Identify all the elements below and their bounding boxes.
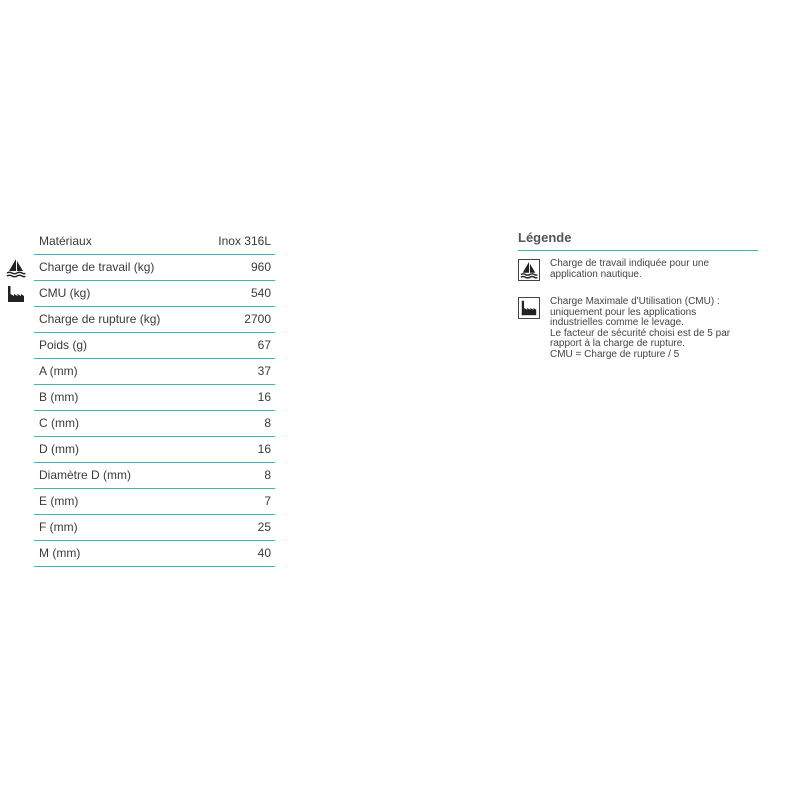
row-value: 8 bbox=[264, 468, 271, 482]
row-label: B (mm) bbox=[39, 390, 79, 404]
row-label: Charge de travail (kg) bbox=[39, 260, 155, 274]
legend-item bbox=[518, 297, 758, 360]
row-label: E (mm) bbox=[39, 494, 79, 508]
table-row bbox=[34, 255, 275, 281]
table-row bbox=[34, 281, 275, 307]
table-row bbox=[34, 541, 275, 567]
sailboat-icon bbox=[6, 258, 26, 278]
row-value: 16 bbox=[257, 442, 271, 456]
spec-table bbox=[34, 229, 275, 567]
row-value: Inox 316L bbox=[218, 234, 271, 248]
table-row bbox=[34, 229, 275, 255]
table-row bbox=[34, 307, 275, 333]
table-row bbox=[34, 333, 275, 359]
row-value: 8 bbox=[264, 416, 271, 430]
table-row bbox=[34, 411, 275, 437]
row-value: 25 bbox=[257, 520, 271, 534]
factory-icon bbox=[518, 297, 540, 319]
row-label: C (mm) bbox=[39, 416, 79, 430]
factory-icon bbox=[6, 284, 26, 304]
table-row bbox=[34, 437, 275, 463]
table-row bbox=[34, 385, 275, 411]
legend-item bbox=[518, 259, 758, 281]
row-value: 67 bbox=[257, 338, 271, 352]
row-value: 7 bbox=[264, 494, 271, 508]
row-value: 40 bbox=[257, 546, 271, 560]
row-value: 37 bbox=[257, 364, 271, 378]
legend bbox=[518, 229, 758, 360]
table-row bbox=[34, 489, 275, 515]
legend-text: Charge de travail indiquée pour une application nautique. bbox=[550, 258, 709, 280]
table-row bbox=[34, 463, 275, 489]
table-row bbox=[34, 359, 275, 385]
legend-text: Charge Maximale d'Utilisation (CMU) : uniquement pour les applications industrielles comme le levage. Le facteur de sécurité choisi est de 5 par rapport à la charge de rupture. CMU = Charge de rupture / 5 bbox=[550, 296, 731, 360]
row-value: 16 bbox=[257, 390, 271, 404]
row-value: 540 bbox=[250, 286, 271, 300]
sailboat-icon bbox=[518, 259, 540, 281]
row-label: A (mm) bbox=[39, 364, 78, 378]
row-value: 2700 bbox=[244, 312, 271, 326]
legend-title: Légende bbox=[518, 229, 758, 251]
row-label: D (mm) bbox=[39, 442, 79, 456]
row-label: Diamètre D (mm) bbox=[39, 468, 131, 482]
row-label: Poids (g) bbox=[39, 338, 88, 352]
row-label: M (mm) bbox=[39, 546, 81, 560]
row-label: Matériaux bbox=[39, 234, 92, 248]
table-row bbox=[34, 515, 275, 541]
row-value: 960 bbox=[250, 260, 271, 274]
row-label: CMU (kg) bbox=[39, 286, 91, 300]
row-label: Charge de rupture (kg) bbox=[39, 312, 161, 326]
row-label: F (mm) bbox=[39, 520, 78, 534]
